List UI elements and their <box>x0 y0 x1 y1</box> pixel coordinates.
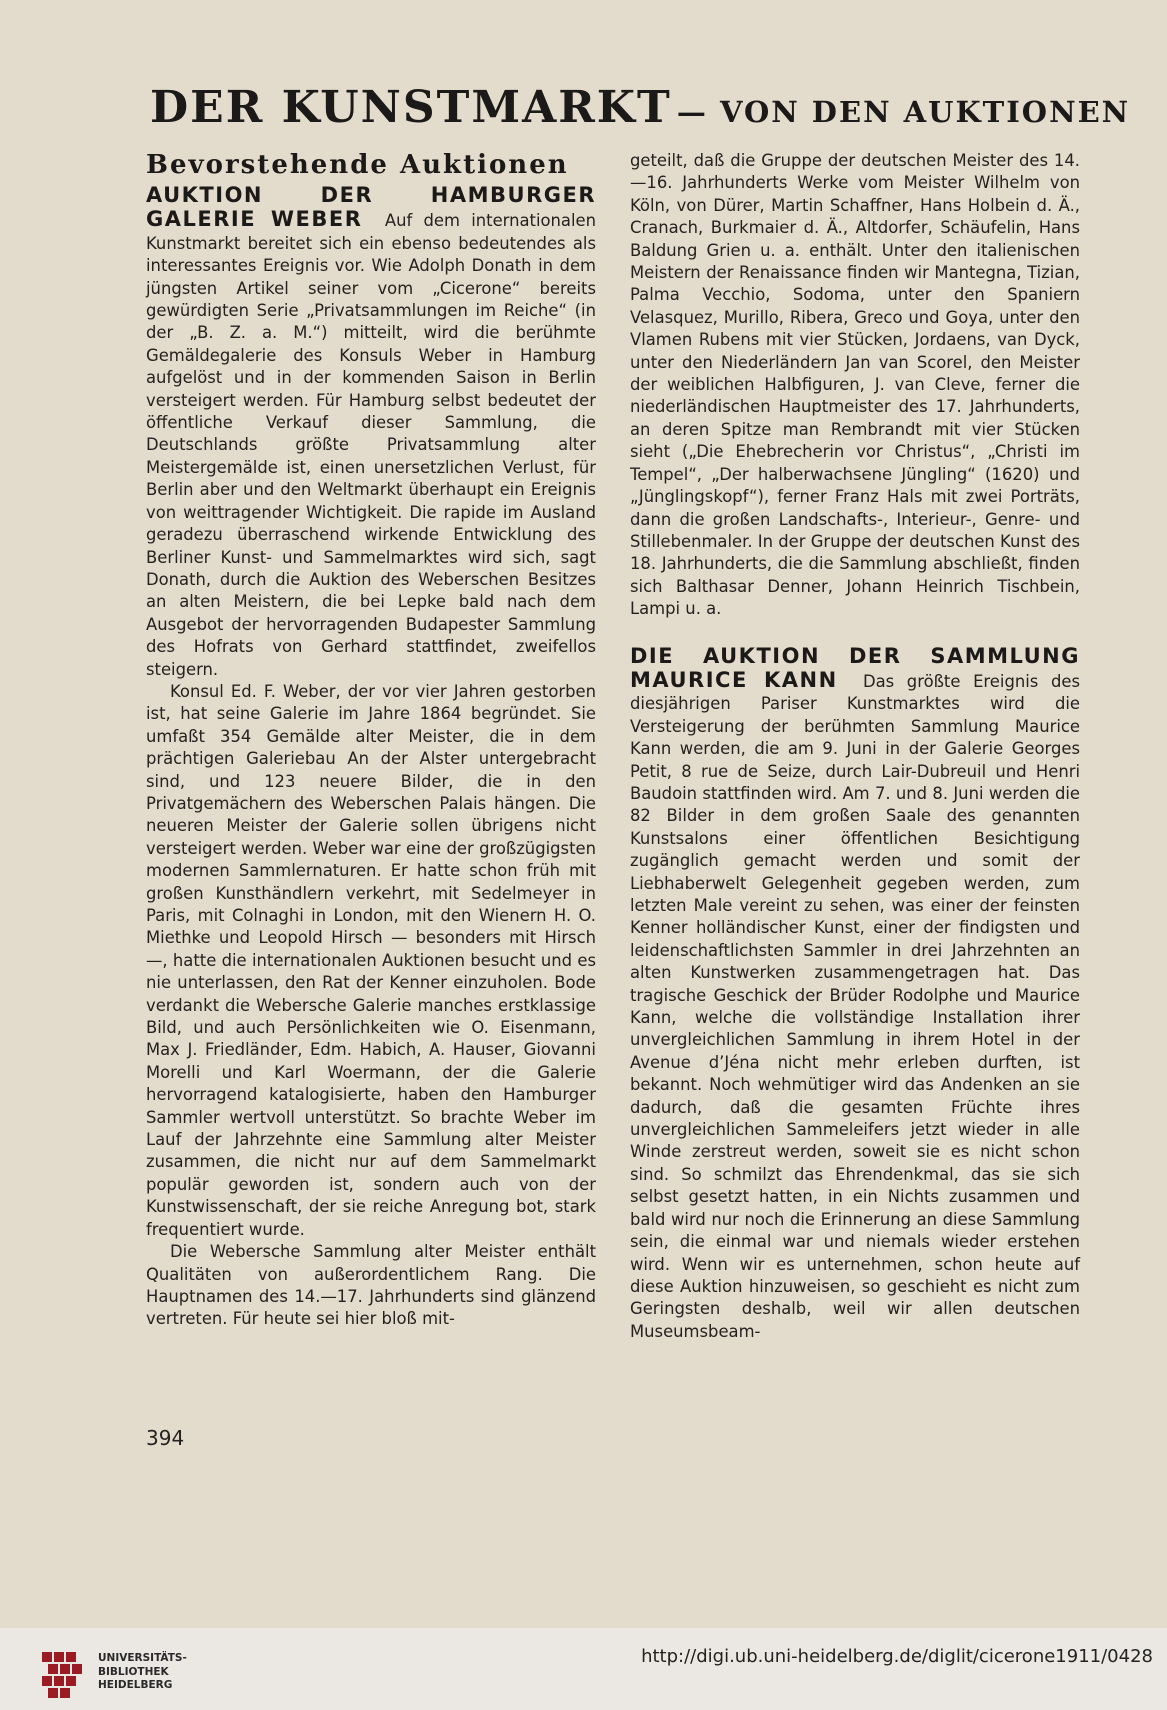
right-column <box>630 150 1080 1343</box>
page-header <box>150 82 1131 142</box>
article1-continuation: geteilt, daß die Gruppe der deutschen Meister des 14.—16. Jahrhunderts Werke vom Meister Wilhelm von Köln, von Dürer, Martin Schaffner, Hans Holbein d. Ä., Cranach, Burkmaier d. Ä., Altdorfer, Schäufelin, Hans Baldung Grien u. a. enthält. Unter den italienischen Meistern der Renaissance finden wir Mantegna, Tizian, Palma Vecchio, Sodoma, unter den Spaniern Velasquez, Murillo, Ribera, Greco und Goya, unter den Vlamen Rubens mit vier Stücken, Jordaens, van Dyck, unter den Niederländern Jan van Scorel, den Meister der weiblichen Halbfiguren, J. van Cleve, ferner die niederländischen Hauptmeister des 17. Jahrhunderts, an deren Spitze man Rembrandt mit vier Stücken sieht („Die Ehebrecherin vor Christus“, „Christi im Tempel“, „Der halberwachsene Jüngling“ (1620) und „Jünglingskopf“), ferner Franz Hals mit zwei Porträts, dann die großen Landschafts-, Interieur-, Genre- und Stillebenmaler. In der Gruppe der deutschen Kunst des 18. Jahrhunderts, die die Sammlung abschließt, finden sich Balthasar Denner, Johann Heinrich Tischbein, Lampi u. a. <box>630 151 1080 619</box>
library-line-1: UNIVERSITÄTS- <box>98 1652 187 1664</box>
header-title: DER KUNSTMARKT <box>150 82 672 133</box>
left-column <box>146 150 596 1331</box>
header-subtitle: — VON DEN AUKTIONEN <box>676 95 1131 129</box>
library-line-3: HEIDELBERG <box>98 1679 173 1691</box>
library-name <box>98 1652 187 1693</box>
article1-paragraph3: Die Webersche Sammlung alter Meister enthält Qualitäten von außerordentlichem Rang. Die Hauptnamen des 14.—17. Jahrhunderts sind glänzend vertreten. Für heute sei hier bloß mit- <box>146 1242 596 1329</box>
article1-heading: AUKTION DER HAMBURGER GALERIE WEBER <box>146 183 596 232</box>
article2-p1-text: Das größte Ereignis des diesjährigen Pariser Kunstmarktes wird die Versteigerung der berühmten Sammlung Maurice Kann werden, die am 9. Juni in der Galerie Georges Petit, 8 rue de Seize, durch Lair-Dubreuil und Henri Baudoin stattfinden wird. Am 7. und 8. Juni werden die 82 Bilder in dem großen Saale des genannten Kunstsalons einer öffentlichen Besichtigung zugänglich gemacht werden und somit der Liebhaberwelt Gelegenheit gegeben werden, zum letzten Male vereint zu sehen, was einer der feinsten Kenner holländischer Kunst, einer der findigsten und leidenschaftlichsten Sammler in drei Jahrzehnten an alten Kunstwerken zusammengetragen hat. Das tragische Geschick der Brüder Rodolphe und Maurice Kann, welche die vollständige Installation ihrer unvergleichlichen Sammlung in ihrem Hotel in der Avenue d’Jéna nicht mehr erleben durften, ist bekannt. Noch wehmütiger wird das Andenken an sie dadurch, daß die gesamten Früchte ihres unvergleichlichen Sammeleifers jetzt wieder in alle Winde zerstreut werden, soweit sie es nicht schon sind. So schmilzt das Ehrendenkmal, das sie sich selbst gesetzt hatten, in ein Nichts zusammen und bald wird nur noch die Erinnerung an diese Sammlung sein, die einmal war und niemals wieder erstehen wird. Wenn wir es unternehmen, schon heute auf diese Auktion hinzuweisen, so geschieht es nicht zum Geringsten deshalb, weil wir allen deutschen Museumsbeam- <box>630 671 1080 1341</box>
article1-p1-text: Auf dem internationalen Kunstmarkt bereitet sich ein ebenso bedeutendes als interessantes Ereignis vor. Wie Adolph Donath in dem jüngsten Artikel seiner vom „Cicerone“ bereits gewürdigten Serie „Privatsammlungen im Reiche“ (in der „B. Z. a. M.“) mitteilt, wird die berühmte Gemäldegalerie des Konsuls Weber in Hamburg aufgelöst und in der kommenden Saison in Berlin versteigert werden. Für Hamburg selbst bedeutet der öffentliche Verkauf dieser Sammlung, die Deutschlands größte Privatsammlung alter Meistergemälde ist, einen unersetzlichen Verlust, für Berlin aber und den Weltmarkt überhaupt ein Ereignis von weittragender Wichtigkeit. Die rapide im Ausland geradezu überraschend wirkende Entwicklung des Berliner Kunst- und Sammelmarktes wird sich, sagt Donath, durch die Auktion des Weberschen Besitzes an alten Meistern, die bei Lepke bald nach dem Ausgebot der hervorragenden Budapester Sammlung des Hofrats von Gerhard stattfindet, zweifellos steigern. <box>146 211 597 679</box>
library-line-2: BIBLIOTHEK <box>98 1665 169 1678</box>
article2-paragraph1 <box>630 645 1080 1344</box>
page-number: 394 <box>146 1426 185 1450</box>
article1-paragraph2: Konsul Ed. F. Weber, der vor vier Jahren gestorben ist, hat seine Galerie im Jahre 1864 begründet. Sie umfaßt 354 Gemälde alter Meister, die in dem prächtigen Galeriebau An der Alster untergebracht sind, und 123 neuere Bilder, die in den Privatgemächern des Weberschen Palais hängen. Die neueren Meister der Galerie sollen übrigens nicht versteigert werden. Weber war eine der großzügigsten modernen Sammlernaturen. Er hatte schon früh mit großen Kunsthändlern verkehrt, mit Sedelmeyer in Paris, mit Colnaghi in London, mit den Wienern H. O. Miethke und Leopold Hirsch — besonders mit Hirsch —, hatte die internationalen Auktionen besucht und es nie unterlassen, den Rat der Kenner einzuholen. Bode verdankt die Webersche Galerie manches erstklassige Bild, und auch Persönlichkeiten wie O. Eisenmann, Max J. Friedländer, Edm. Habich, A. Hauser, Giovanni Morelli und Karl Woermann, der die Galerie hervorragend katalogisierte, haben den Hamburger Sammler wertvoll unterstützt. So brachte Weber im Lauf der Jahrzehnte eine Sammlung alter Meister zusammen, die nicht nur auf dem Sammelmarkt populär geworden ist, sondern auch von der Kunstwissenschaft, der sie reiche Anregung bot, stark frequentiert wurde. <box>146 681 596 1239</box>
source-url-link[interactable]: http://digi.ub.uni-heidelberg.de/diglit/cicerone1911/0428 <box>641 1646 1153 1667</box>
article2-heading: DIE AUKTION DER SAMMLUNG MAURICE KANN <box>630 643 1080 692</box>
article1-paragraph1 <box>146 184 596 681</box>
section-title: Bevorstehende Auktionen <box>146 150 569 180</box>
university-library-logo-icon <box>38 1648 94 1704</box>
